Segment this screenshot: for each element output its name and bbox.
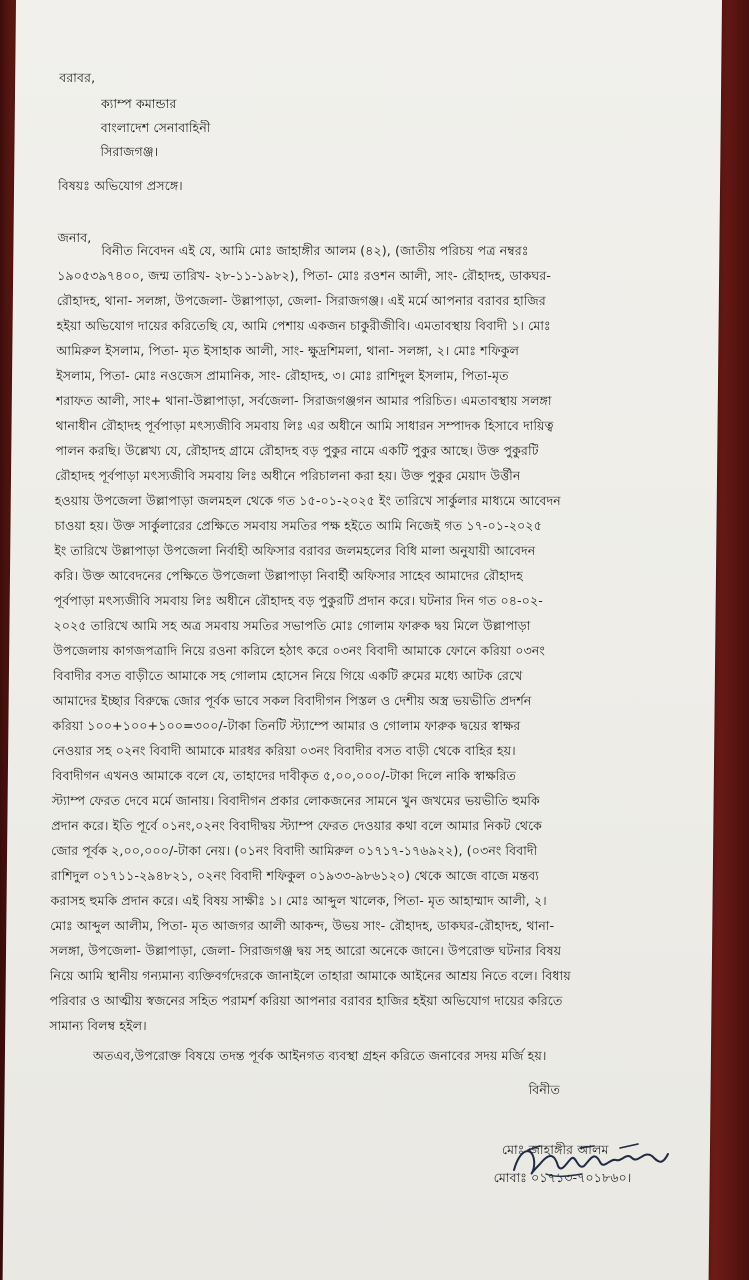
body-line: করাসহ হুমকি প্রদান করে। এই বিষয় সাক্ষীঃ ১। মোঃ আব্দুল খালেক, পিতা- মৃত আহাম্মাদ আলী, ২।: [50, 893, 547, 908]
body-line: করিয়া ১০০+১০০+১০০=৩০০/-টাকা তিনটি স্ট্যাম্পে আমার ও গোলাম ফারুক দ্বয়ের স্বাক্ষর: [52, 718, 521, 733]
subject-line: বিষয়ঃ অভিযোগ প্রসঙ্গে।: [57, 178, 183, 193]
body-line: হইয়া অভিযোগ দায়ের করিতেছি যে, আমি পেশায় একজন চাকুরীজীবি। এমতাবস্থায় বিবাদী ১। মোঃ: [56, 318, 551, 333]
body-line: রৌহাদহ পূর্বপাড়া মৎস্যজীবি সমবায় লিঃ অধীনে পরিচালনা করা হয়। উক্ত পুকুর মেয়াদ উর্ত্তীন: [54, 468, 521, 483]
body-line: পরিবার ও আত্মীয় স্বজনের সহিত পরামর্শ করিয়া আপনার বরাবর হাজির হইয়া অভিযোগ দায়ের করিতে: [49, 993, 563, 1008]
body-line: সলঙ্গা, উপজেলা- উল্লাপাড়া, জেলা- সিরাজগঞ্জ দ্বয় সহ আরো অনেকে জানে। উপরোক্ত ঘটনার বিষয়: [49, 943, 562, 958]
body-line: নেওয়ার সহ ০২নং বিবাদী আমাকে মারধর করিয়া ০৩নং বিবাদীর বসত বাড়ী থেকে বাহির হয়।: [52, 743, 516, 758]
body-line: বিবাদীগন এখনও আমাকে বলে যে, তাহাদের দাবীকৃত ৫,০০,০০০/-টাকা দিলে নাকি স্বাক্ষরিত: [51, 768, 517, 783]
body-line: পূর্বপাড়া মৎস্যজীবি সমবায় লিঃ অধীনে রৌহাদহ বড় পুকুরটি প্রদান করে। ঘটনার দিন গত ০৪-০২-: [53, 593, 544, 608]
greeting: জনাব,: [57, 230, 92, 245]
recipient-line-3: সিরাজগঞ্জ।: [100, 144, 159, 159]
body-line: জোর পূর্বক ২,০০,০০০/-টাকা নেয়। (০১নং বিবাদী আমিরুল ০১৭১৭-১৭৬৯২২), (০৩নং বিবাদী: [51, 843, 538, 858]
body-line: হওয়ায় উপজেলা উল্লাপাড়া জলমহল থেকে গত ১৫-০১-২০২৫ ইং তারিখে সার্কুলার মাধ্যমে আবেদন: [54, 493, 561, 508]
body-line: সামান্য বিলম্ব হইল।: [49, 1018, 147, 1033]
recipient-line-2: বাংলাদেশ সেনাবাহিনী: [100, 120, 211, 135]
letter-paper: [3, 0, 722, 1280]
body-line: স্ট্যাম্প ফেরত দেবে মর্মে জানায়। বিবাদীগন প্রকার লোকজনের সামনে খুন জখমের ভয়ভীতি হুমকি: [51, 793, 540, 808]
body-line: থানাধীন রৌহাদহ পূর্বপাড়া মৎস্যজীবি সমবায় লিঃ এর অধীনে আমি সাধারন সম্পাদক হিসাবে দায়িত্ব: [55, 418, 554, 433]
body-line: আমিরুল ইসলাম, পিতা- মৃত ইসাহাক আলী, সাং- ক্ষুদ্রশিমলা, থানা- সলঙ্গা, ২। মোঃ শফিকুল: [56, 343, 520, 358]
body-line: রৌহাদহ, থানা- সলঙ্গা, উপজেলা- উল্লাপাড়া, জেলা- সিরাজগঞ্জ। এই মর্মে আপনার বরাবর হাজির: [56, 293, 546, 308]
body-line: প্রদান করে। ইতি পূর্বে ০১নং,০২নং বিবাদীদ্বয় স্ট্যাম্প ফেরত দেওয়ার কথা বলে আমার নিকট থেকে: [51, 818, 543, 833]
body-line: মোঃ আব্দুল আলীম, পিতা- মৃত আজগর আলী আকন্দ, উভয় সাং- রৌহাদহ, ডাকঘর-রৌহাদহ, থানা-: [50, 918, 555, 933]
body-line: রাশিদুল ০১৭১১-২৯৪৮২১, ০২নং বিবাদী শফিকুল ০১৯৩৩-৯৮৬১২০) থেকে আজে বাজে মন্তব্য: [50, 868, 540, 883]
signer-mobile: মোবাঃ ০১৭১৩-৭০১৮৬০।: [493, 1170, 632, 1185]
body-line: বিনীত নিবেদন এই যে, আমি মোঃ জাহাঙ্গীর আলম (৪২), (জাতীয় পরিচয় পত্র নম্বরঃ: [101, 243, 529, 258]
body-line: উপজেলায় কাগজপত্রাদি নিয়ে রওনা করিলে হঠাৎ করে ০৩নং বিবাদী আমাকে ফোনে করিয়া ০৩নং: [53, 643, 545, 658]
body-line: ১৯০৫৩৯৭৪০০, জন্ম তারিখ- ২৮-১১-১৯৮২), পিতা- মোঃ রওশন আলী, সাং- রৌহাদহ, ডাকঘর-: [57, 268, 552, 283]
body-line: ইং তারিখে উল্লাপাড়া উপজেলা নির্বাহী অফিসার বরাবর জলমহলের বিধি মালা অনুযায়ী আবেদন: [54, 543, 536, 558]
body-line: ইসলাম, পিতা- মোঃ নওজেস প্রামানিক, সাং- রৌহাদহ, ৩। মোঃ রাশিদুল ইসলাম, পিতা-মৃত: [55, 368, 509, 383]
body-line: ২০২৫ তারিখে আমি সহ অত্র সমবায় সমতির সভাপতি মোঃ গোলাম ফারুক দ্বয় মিলে উল্লাপাড়া: [53, 618, 531, 633]
recipient-line-1: ক্যাম্প কমান্ডার: [100, 96, 177, 111]
body-line: পালন করছি। উল্লেখ্য যে, রৌহাদহ গ্রামে রৌহাদহ বড় পুকুর নামে একটি পুকুর আছে। উক্ত পুকুরটি: [55, 443, 539, 458]
signer-name: মোঃ জাহাঙ্গীর আলম: [501, 1142, 609, 1157]
body-line: চাওয়া হয়। উক্ত সার্কুলারের প্রেক্ষিতে সমবায় সমতির পক্ষ হইতে আমি নিজেই গত ১৭-০১-২০২৫: [54, 518, 542, 533]
body-line: বিবাদীর বসত বাড়ীতে আমাকে সহ গোলাম হোসেন নিয়ে গিয়ে একটি রুমের মধ্যে আটক রেখে: [52, 668, 523, 683]
closing-request: অতএব,উপরোক্ত বিষয়ে তদন্ত পূর্বক আইনগত ব্যবস্থা গ্রহন করিতে জনাবের সদয় মর্জি হয়।: [92, 1048, 547, 1063]
sign-off: বিনীত: [528, 1082, 561, 1097]
body-line: করি। উক্ত আবেদনের পেক্ষিতে উপজেলা উল্লাপাড়া নিবার্হী অফিসার সাহেব আমাদের রৌহাদহ: [53, 568, 524, 583]
signature-icon: [510, 1140, 670, 1188]
body-line: নিয়ে আমি স্থানীয় গন্যমান্য ব্যক্তিবর্গদেরকে জানাইলে তাহারা আমাকে আইনের আশ্রয় নিতে বলে। বিধায়: [49, 968, 571, 983]
salutation-to: বরাবর,: [59, 70, 96, 85]
body-line: শরাফত আলী, সাং+ থানা-উল্লাপাড়া, সর্বজেলা- সিরাজগঞ্জগন আমার পরিচিত। এমতাবস্থায় সলঙ্গা: [55, 393, 552, 408]
body-line: আমাদের ইচ্ছার বিরুদ্ধে জোর পূর্বক ভাবে সকল বিবাদীগন পিস্তল ও দেশীয় অস্ত্র ভয়ভীতি প্রদর্শন: [52, 693, 532, 708]
